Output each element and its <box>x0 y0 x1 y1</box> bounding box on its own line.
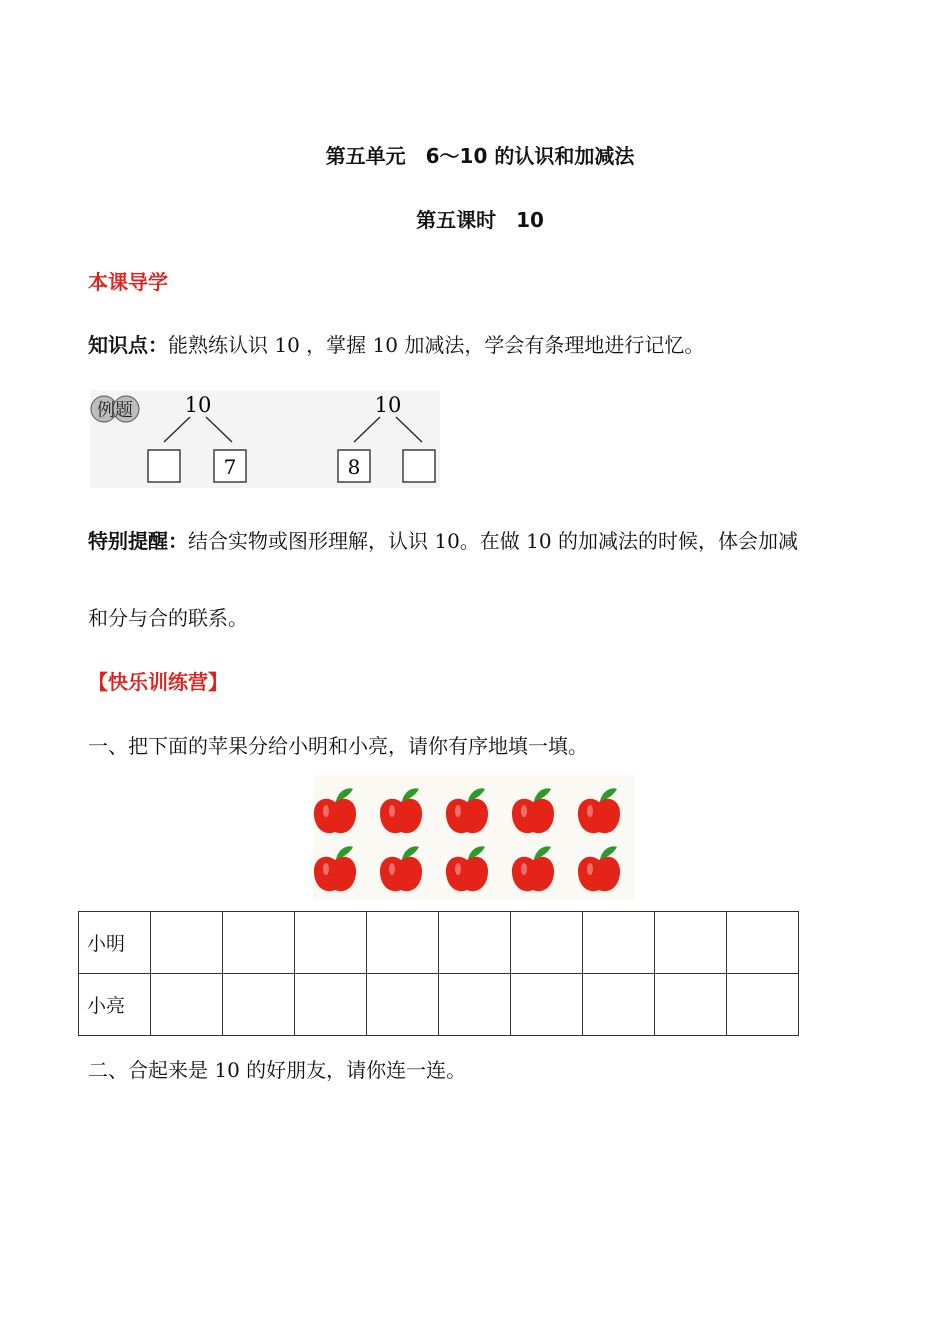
answer-cell[interactable] <box>511 974 583 1036</box>
apple-9 <box>512 846 554 891</box>
apple-4 <box>512 788 554 833</box>
answer-cell[interactable] <box>727 912 799 974</box>
question-2: 二、合起来是 10 的好朋友，请你连一连。 <box>88 1058 467 1082</box>
practice-heading: 【快乐训练营】 <box>88 670 228 694</box>
table-row <box>79 974 799 1036</box>
row-label: 小明 <box>79 912 151 974</box>
knowledge-label: 知识点： <box>88 333 168 357</box>
answer-cell[interactable] <box>295 912 367 974</box>
answer-cell[interactable] <box>439 974 511 1036</box>
tree2-left: 8 <box>347 455 361 479</box>
answer-cell[interactable] <box>295 974 367 1036</box>
question-1: 一、把下面的苹果分给小明和小亮，请你有序地填一填。 <box>88 734 588 758</box>
answer-cell[interactable] <box>583 974 655 1036</box>
knowledge-point <box>88 329 704 358</box>
apple-7 <box>380 846 422 891</box>
knowledge-text: 能熟练认识 10 ，掌握 10 加减法，学会有条理地进行记忆。 <box>168 333 705 357</box>
special-reminder <box>88 525 798 554</box>
apple-10 <box>578 846 620 891</box>
answer-cell[interactable] <box>655 974 727 1036</box>
apples-image <box>313 775 635 900</box>
tree2-right-box <box>403 450 435 482</box>
answer-cell[interactable] <box>223 974 295 1036</box>
answer-cell[interactable] <box>151 912 223 974</box>
answer-cell[interactable] <box>151 974 223 1036</box>
answer-cell[interactable] <box>583 912 655 974</box>
answer-cell[interactable] <box>511 912 583 974</box>
tree1-right: 7 <box>223 455 237 479</box>
apple-5 <box>578 788 620 833</box>
answer-cell[interactable] <box>727 974 799 1036</box>
apple-3 <box>446 788 488 833</box>
answer-cell[interactable] <box>223 912 295 974</box>
tree2-top: 10 <box>374 393 402 417</box>
apple-8 <box>446 846 488 891</box>
example-figure <box>90 390 440 488</box>
row-label: 小亮 <box>79 974 151 1036</box>
example-badge-text: 例题 <box>97 400 133 421</box>
answer-cell[interactable] <box>439 912 511 974</box>
table-row <box>79 912 799 974</box>
apple-2 <box>380 788 422 833</box>
answer-cell[interactable] <box>367 912 439 974</box>
tree1-top: 10 <box>184 393 212 417</box>
answer-cell[interactable] <box>367 974 439 1036</box>
unit-title: 第五单元 6～10 的认识和加减法 <box>325 144 635 168</box>
reminder-line1: 结合实物或图形理解，认识 10。在做 10 的加减法的时候，体会加减 <box>188 529 798 553</box>
answer-cell[interactable] <box>655 912 727 974</box>
guide-heading: 本课导学 <box>88 270 168 294</box>
reminder-label: 特别提醒： <box>88 529 188 553</box>
distribution-table <box>78 911 799 1036</box>
lesson-title: 第五课时 10 <box>416 208 544 232</box>
example-badge <box>91 396 139 422</box>
apple-6 <box>314 846 356 891</box>
reminder-line2: 和分与合的联系。 <box>88 606 248 630</box>
tree1-left-box <box>148 450 180 482</box>
apple-1 <box>314 788 356 833</box>
